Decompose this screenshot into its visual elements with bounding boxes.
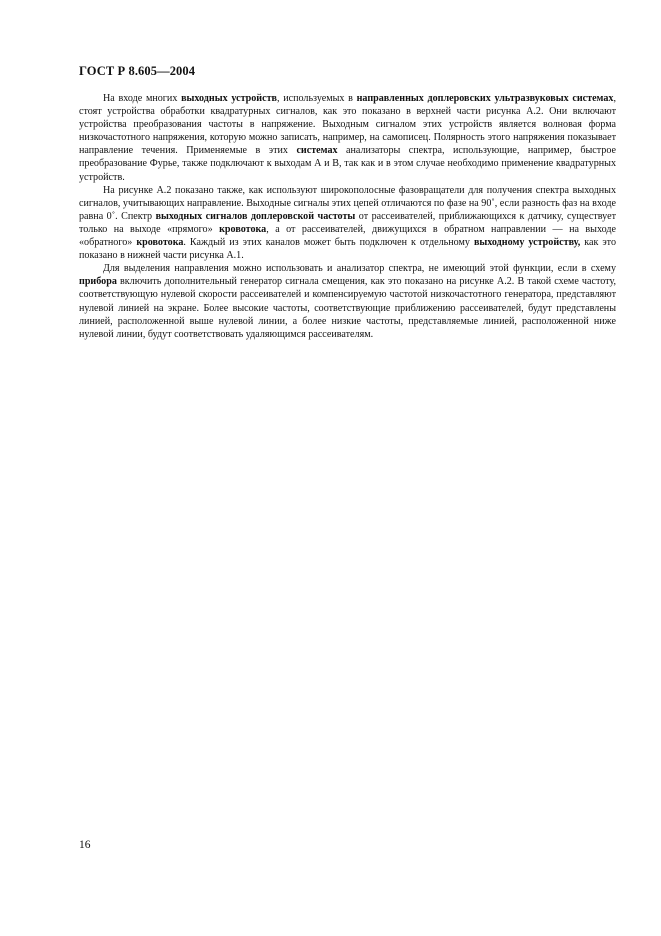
text-run: включить дополнительный генератор сигнала смещения, как это показано на рисунке А.2. В такой схеме частоту, соответствующую нулевой скорости рассеивателей и компенсируемую частотой низкочастотного генератора, представляют нулевой линией на экране. Более высокие частоты, соответствующие приближению рассеивателей, будут представлены линией, расположенной выше нулевой линии, а более низкие частоты, представляемые линией, расположенной ниже нулевой линии, будут соответствовать удаляющимся рассеивателям. — [79, 276, 616, 340]
text-run: анализаторы спектра, использующие, например, быстрое преобразование Фурье, также подключают к выходам А и В, так как и в этом случае необходимо применение квадратурных устройств. — [79, 145, 616, 183]
bold-term: системах — [296, 145, 338, 157]
paragraph-2 — [79, 184, 616, 263]
page-number: 16 — [79, 839, 91, 851]
bold-term: выходных устройств — [181, 93, 278, 104]
bold-term: направленных доплеровских ультразвуковых системах — [356, 93, 614, 104]
text-run: , а от рассеивателей, движущихся в обратном направлении — на выходе «обратного» — [79, 223, 616, 249]
bold-term: выходных сигналов доплеровской частоты — [155, 210, 356, 222]
bold-term: кровотока — [219, 223, 267, 235]
text-run: , используемых в — [277, 93, 357, 104]
text-run: как это показано в нижней части рисунка А.1. — [79, 237, 616, 262]
bold-term: прибора — [79, 276, 117, 288]
document-header: ГОСТ Р 8.605—2004 — [79, 64, 196, 78]
bold-term: выходному устройству, — [473, 237, 581, 249]
text-run: Для выделения направления можно использовать и анализатор спектра, не имеющий этой функции, если в схему — [103, 263, 616, 275]
bold-term: кровотока — [136, 237, 184, 249]
paragraph-1 — [79, 92, 616, 184]
text-run: , стоят устройства обработки квадратурных сигналов, как это показано в верхней части рисунка А.2. Они включают устройства преобразования частоты в напряжение. Выходным сигналом этих устройств является волновая форма низкочастотного напряжения, которую можно записать, например, на самописец. Полярность этого напряжения показывает направление течения. Применяемые в этих — [79, 93, 616, 157]
text-run: от рассеивателей, приближающихся к датчику, существует только на выходе «прямого» — [79, 210, 616, 235]
paragraph-3 — [79, 262, 616, 341]
text-run: . Каждый из этих каналов может быть подключен к отдельному — [183, 237, 474, 249]
document-body — [79, 92, 616, 341]
text-run: На рисунке А.2 показано также, как используют широкополосные фазовращатели для получения спектра выходных сигналов, учитывающих направление. Выходные сигналы этих цепей отличаются по фазе на 90˚, если разность фаз на входе равна 0˚. Спектр — [79, 184, 616, 222]
text-run: На входе многих — [103, 93, 182, 104]
